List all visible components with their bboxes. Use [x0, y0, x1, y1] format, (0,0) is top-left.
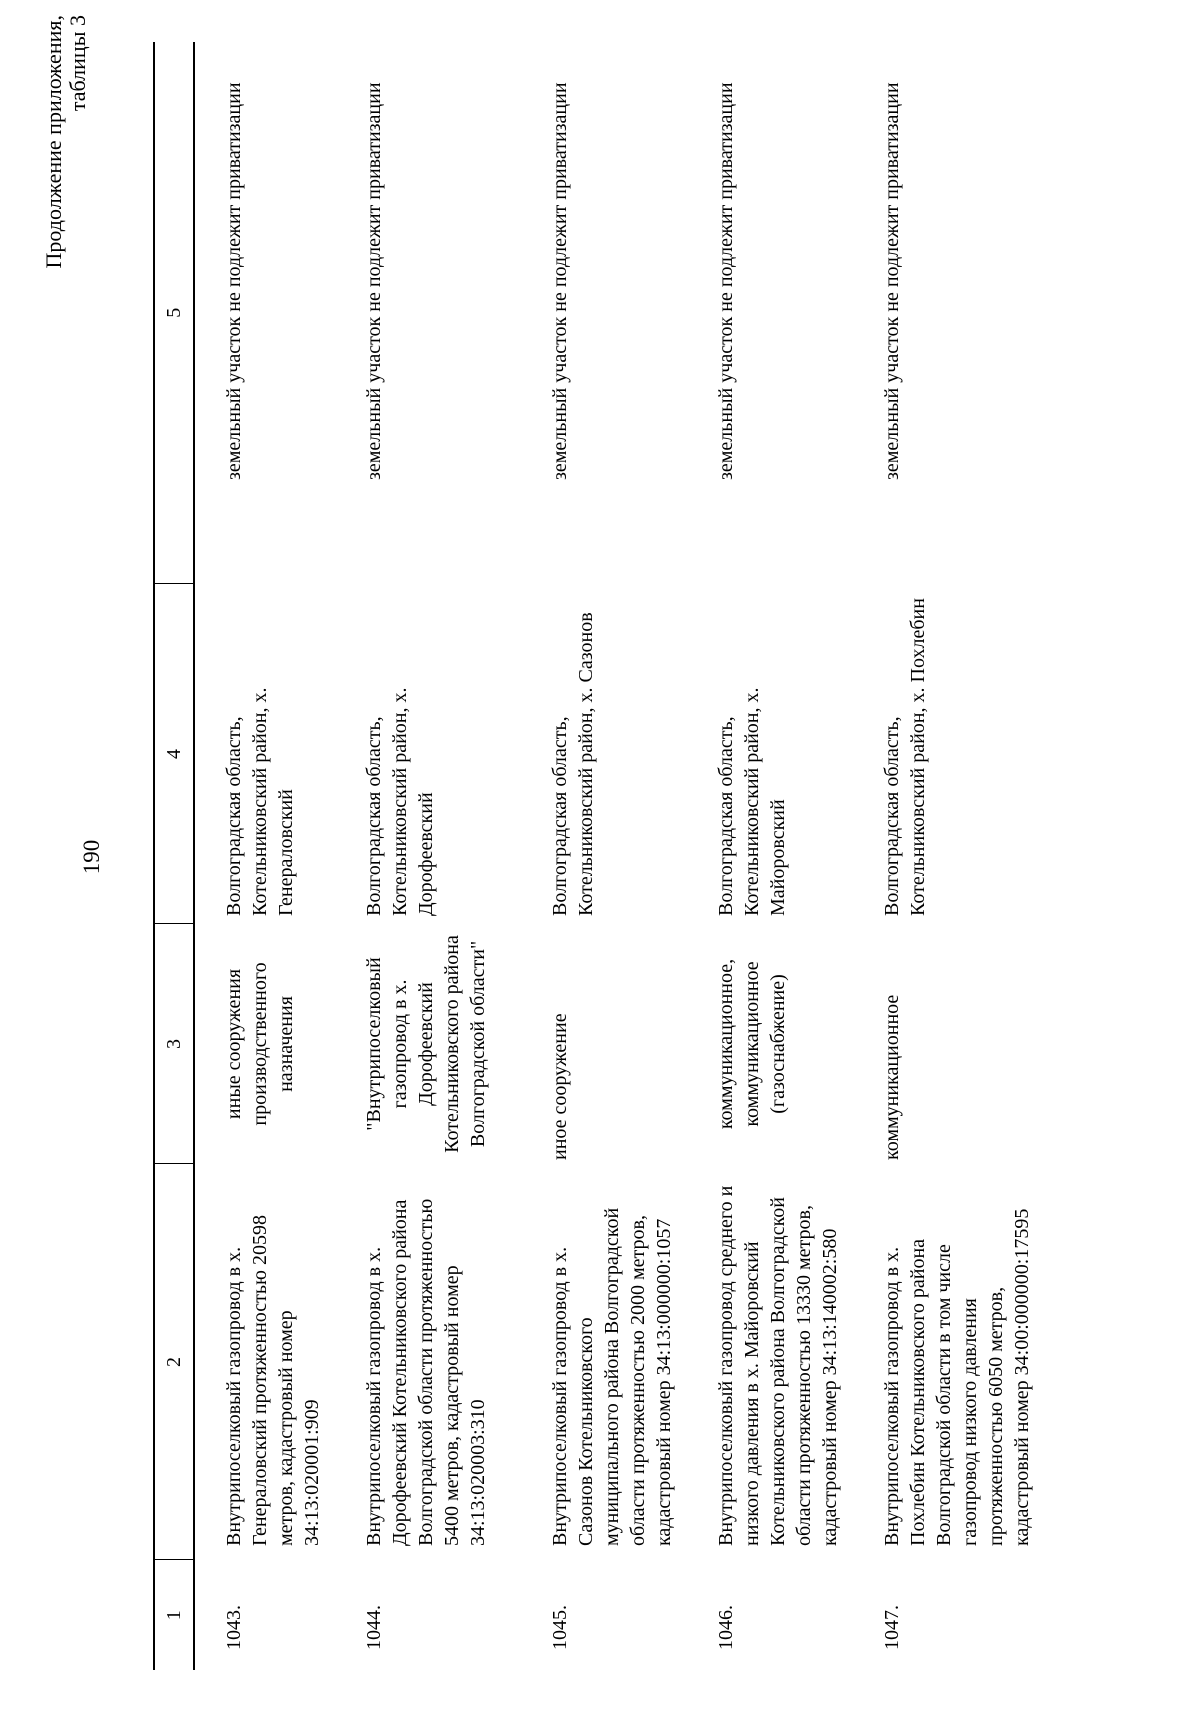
continuation-line-2: таблицы 3 [65, 15, 90, 112]
object-location: Волгоградская область, Котельниковский район, х. Генераловский [223, 687, 297, 916]
object-location: Волгоградская область, Котельниковский район, х. Сазонов [549, 612, 597, 916]
object-location: Волгоградская область, Котельниковский район, х. Дорофеевский [363, 687, 437, 916]
object-name: Внутрипоселковый газопровод в х. Похлебин Котельниковского района Волгоградской области в том числе газопровод низкого давления протяженностью 6050 метров, кадастровый номер 34:00:000000:17595 [881, 1208, 1033, 1546]
object-type: иные сооружения производственного назначения [223, 962, 297, 1126]
column-header-3: 3 [154, 924, 194, 1164]
table-row [853, 42, 1045, 1670]
object-note: земельный участок не подлежит приватизации [881, 82, 903, 480]
column-header-5: 5 [154, 42, 194, 584]
row-number: 1046. [715, 1605, 737, 1650]
object-name: Внутрипоселковый газопровод в х. Сазонов Котельниковского муниципального района Волгоградской области протяженностью 2000 метров, кадастровый номер 34:13:000000:1057 [549, 1207, 675, 1546]
object-type: коммуникационное, коммуникационное (газоснабжение) [715, 958, 789, 1130]
property-table [153, 42, 1045, 1670]
column-header-2: 2 [154, 1164, 194, 1560]
continuation-line-1: Продолжение приложения, [41, 15, 66, 269]
header-row [154, 42, 194, 1670]
object-note: земельный участок не подлежит приватизации [223, 82, 245, 480]
table-row [335, 42, 521, 1670]
object-type: "Внутрипоселковый газопровод в х. Дорофеевский Котельниковского района Волгоградской области" [363, 935, 489, 1153]
object-name: Внутрипоселковый газопровод в х. Дорофеевский Котельниковского района Волгоградской области протяженностью 5400 метров, кадастровый номер 34:13:020003:310 [363, 1198, 489, 1546]
row-number: 1043. [223, 1605, 245, 1650]
row-number: 1045. [549, 1605, 571, 1650]
object-location: Волгоградская область, Котельниковский район, х. Похлебин [881, 598, 929, 916]
object-note: земельный участок не подлежит приватизации [363, 82, 385, 480]
page-number: 190 [79, 839, 104, 875]
table-row [521, 42, 687, 1670]
table-row [194, 42, 335, 1670]
object-name: Внутрипоселковый газопровод в х. Генераловский протяженностью 20598 метров, кадастровый номер 34:13:020001:909 [223, 1215, 323, 1546]
table-row [687, 42, 853, 1670]
object-note: земельный участок не подлежит приватизации [715, 82, 737, 480]
object-note: земельный участок не подлежит приватизации [549, 82, 571, 480]
row-number: 1044. [363, 1605, 385, 1650]
column-header-1: 1 [154, 1560, 194, 1670]
continuation-caption [42, 15, 90, 350]
object-name: Внутрипоселковый газопровод среднего и низкого давления в х. Майоровский Котельниковского района Волгоградской области протяженностью 13330 метров, кадастровый номер 34:13:140002:580 [715, 1185, 841, 1546]
column-header-4: 4 [154, 584, 194, 924]
object-location: Волгоградская область, Котельниковский район, х. Майоровский [715, 687, 789, 916]
row-number: 1047. [881, 1605, 903, 1650]
object-type: иное сооружение [549, 1013, 571, 1160]
object-type: коммуникационное [881, 994, 903, 1160]
